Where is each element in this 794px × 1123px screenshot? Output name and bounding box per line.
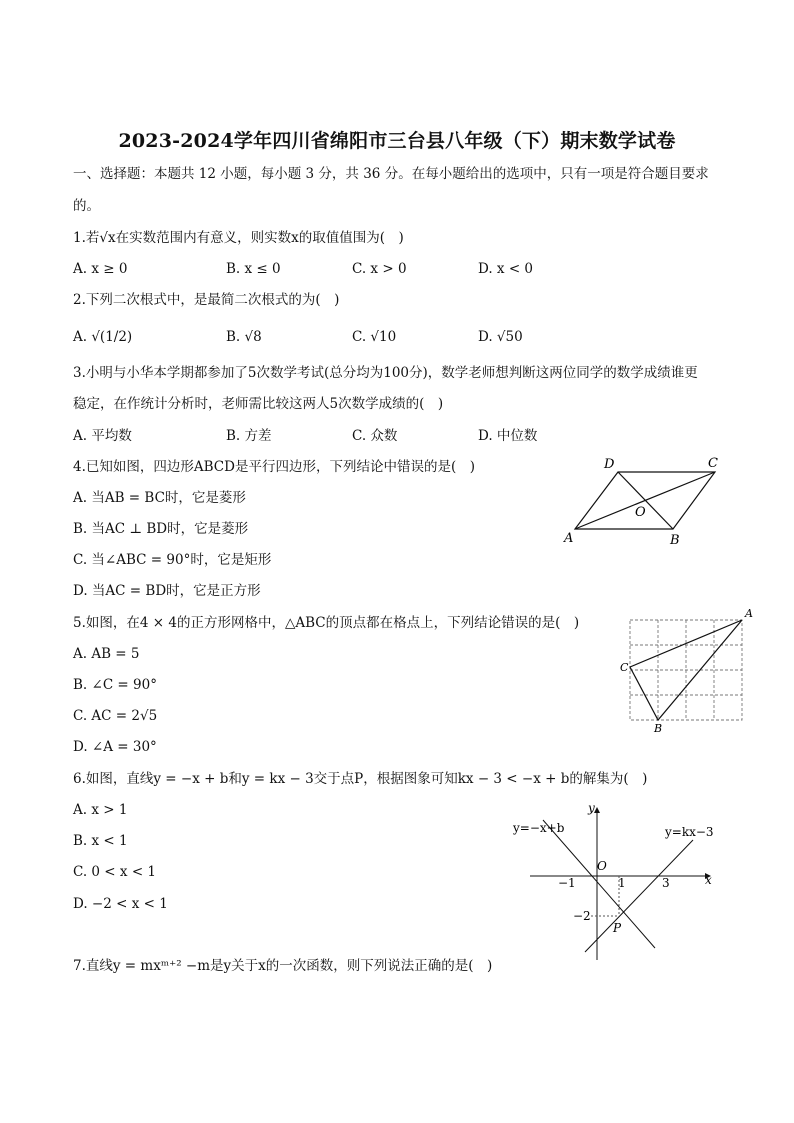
- q5-option-d: D. ∠A = 30°: [73, 739, 157, 755]
- q4-option-c: C. 当∠ABC = 90°时，它是矩形: [73, 552, 272, 568]
- question-4-stem: 4.已知如图，四边形ABCD是平行四边形，下列结论中错误的是( ): [73, 459, 475, 475]
- q4-option-d: D. 当AC = BD时，它是正方形: [73, 583, 261, 599]
- q6-option-a: A. x > 1: [73, 802, 128, 818]
- q1-option-c: C. x > 0: [352, 261, 407, 277]
- question-2-stem: 2.下列二次根式中，是最简二次根式的为( ): [73, 292, 340, 308]
- q2-option-c: C. √10: [352, 329, 397, 345]
- label-b: B: [670, 533, 680, 547]
- q3-option-d: D. 中位数: [478, 428, 538, 444]
- q1-option-a: A. x ≥ 0: [73, 261, 128, 277]
- q4-option-b: B. 当AC ⊥ BD时，它是菱形: [73, 521, 249, 537]
- q2-option-a: A. √(1/2): [73, 329, 133, 345]
- parallelogram-figure: [560, 452, 730, 547]
- q1-option-b: B. x ≤ 0: [226, 261, 281, 277]
- question-3-stem-line1: 3.小明与小华本学期都参加了5次数学考试(总分均为100分)，数学老师想判断这两位同学的数学成绩谁更: [73, 365, 698, 381]
- question-5-stem: 5.如图，在4 × 4的正方形网格中，△ABC的顶点都在格点上，下列结论错误的是( ): [73, 615, 580, 631]
- q3-option-a: A. 平均数: [73, 428, 132, 444]
- label-neg-one: −1: [558, 876, 576, 890]
- label-x: x: [705, 873, 712, 887]
- label-c: C: [620, 661, 629, 674]
- q3-option-c: C. 众数: [352, 428, 398, 444]
- q6-option-d: D. −2 < x < 1: [73, 896, 168, 912]
- question-7-stem: 7.直线y = mxᵐ⁺² −m是y关于x的一次函数，则下列说法正确的是( ): [73, 958, 493, 974]
- q3-option-b: B. 方差: [226, 428, 272, 444]
- grid-triangle-figure: [615, 605, 760, 735]
- q5-option-c: C. AC = 2√5: [73, 708, 158, 724]
- section-heading-line2: 的。: [73, 198, 100, 214]
- question-3-stem-line2: 稳定，在作统计分析时，老师需比较这两人5次数学成绩的( ): [73, 396, 444, 412]
- page-title: 2023-2024学年四川省绵阳市三台县八年级（下）期末数学试卷: [118, 130, 676, 152]
- label-b: B: [654, 722, 663, 735]
- label-line1: y=−x+b: [513, 821, 565, 835]
- line-kx-minus-3: [585, 840, 693, 952]
- section-heading-line1: 一、选择题：本题共 12 小题，每小题 3 分，共 36 分。在每小题给出的选项中，只有一项是符合题目要求: [73, 166, 709, 182]
- q2-option-d: D. √50: [478, 329, 523, 345]
- label-neg-two: −2: [573, 909, 591, 923]
- q6-option-b: B. x < 1: [73, 833, 128, 849]
- label-y: y: [588, 801, 595, 815]
- label-c: C: [708, 456, 718, 471]
- q4-option-a: A. 当AB = BC时，它是菱形: [73, 490, 246, 506]
- label-origin: O: [597, 859, 607, 873]
- label-a: A: [745, 607, 753, 620]
- diagonal-bd: [618, 472, 673, 529]
- dashed-guides: [591, 876, 619, 916]
- label-one: 1: [618, 876, 626, 890]
- q2-option-b: B. √8: [226, 329, 262, 345]
- label-line2: y=kx−3: [665, 825, 714, 839]
- question-6-stem: 6.如图，直线y = −x + b和y = kx − 3交于点P，根据图象可知kx − 3 < −x + b的解集为( ): [73, 771, 648, 787]
- q5-option-a: A. AB = 5: [73, 646, 140, 662]
- label-p: P: [613, 921, 622, 935]
- q5-option-b: B. ∠C = 90°: [73, 677, 157, 693]
- linear-functions-graph: [505, 800, 725, 965]
- label-d: D: [604, 457, 615, 472]
- label-three: 3: [662, 876, 670, 890]
- question-1-stem: 1.若√x在实数范围内有意义，则实数x的取值值围为( ): [73, 230, 404, 246]
- q1-option-d: D. x < 0: [478, 261, 534, 277]
- label-o: O: [635, 505, 646, 520]
- label-a: A: [564, 531, 574, 546]
- grid-4x4: [630, 620, 742, 720]
- q6-option-c: C. 0 < x < 1: [73, 864, 157, 880]
